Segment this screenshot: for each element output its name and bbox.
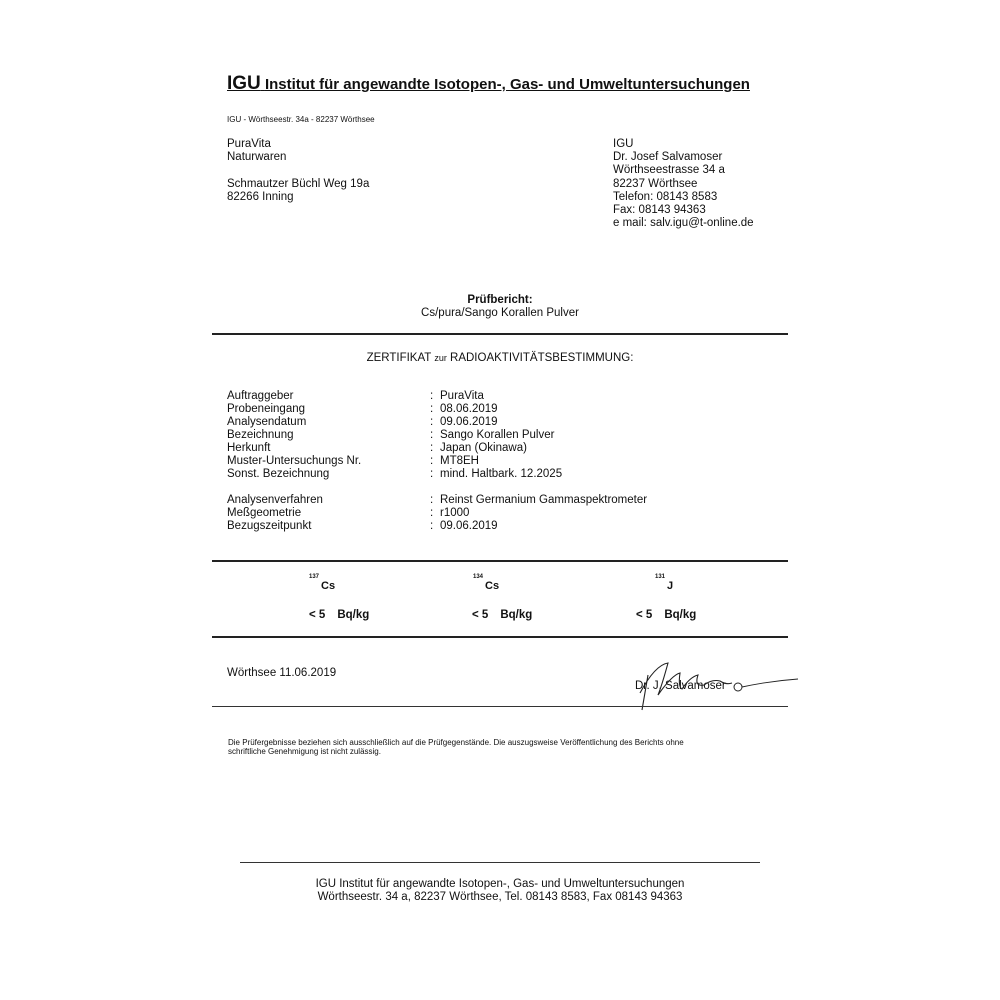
method-value: r1000 [440, 507, 470, 519]
recipient-line: PuraVita [227, 138, 271, 150]
detail-separator: : [430, 390, 434, 402]
nuclide-mass: 134 [473, 574, 484, 581]
result-j131 [636, 609, 696, 621]
sender-line: Telefon: 08143 8583 [613, 190, 718, 203]
sender-line: 82237 Wörthsee [613, 177, 698, 190]
detail-row [227, 468, 787, 481]
detail-row [227, 416, 787, 429]
nuclide-j131 [655, 574, 674, 592]
detail-key: Sonst. Bezeichnung [227, 468, 330, 480]
method-value: 09.06.2019 [440, 520, 498, 532]
nuclide-symbol: J [667, 580, 674, 592]
certificate-zur: zur [434, 353, 447, 363]
sender-address [613, 138, 754, 230]
nuclide-mass: 137 [309, 574, 320, 581]
divider [212, 560, 788, 562]
result-unit: Bq/kg [337, 609, 370, 621]
detail-value: MT8EH [440, 455, 479, 467]
method-key: Meßgeometrie [227, 507, 302, 519]
detail-key: Bezeichnung [227, 429, 294, 441]
detail-row [227, 390, 787, 403]
disclaimer-line: Die Prüfergebnisse beziehen sich ausschließlich auf die Prüfgegenstände. Die auszugsweise Veröffentlichung des Berichts ohne [228, 738, 684, 747]
divider [212, 333, 788, 335]
certificate-prefix: ZERTIFIKAT [366, 352, 432, 364]
nuclide-mass: 131 [655, 574, 666, 581]
method-row [227, 494, 787, 507]
method-key: Analysenverfahren [227, 494, 323, 506]
detail-value: 09.06.2019 [440, 416, 498, 428]
footer-line: IGU Institut für angewandte Isotopen-, Gas- und Umweltuntersuchungen [315, 878, 685, 890]
signer-name: Dr. J. Salvamoser [635, 680, 726, 692]
institute-name: Institut für angewandte Isotopen-, Gas- und Umweltuntersuchungen [264, 76, 750, 93]
divider [212, 636, 788, 638]
detail-separator: : [430, 403, 434, 415]
certificate-title [212, 352, 788, 364]
detail-value: Sango Korallen Pulver [440, 429, 555, 441]
recipient-line: Schmautzer Büchl Weg 19a [227, 177, 370, 190]
nuclide-cs134 [473, 574, 500, 592]
detail-row [227, 455, 787, 468]
recipient-line [227, 164, 369, 177]
sender-line: Fax: 08143 94363 [613, 204, 706, 217]
institute-title [227, 73, 750, 95]
nuclide-cs137 [309, 574, 336, 592]
footer-line: Wörthseestr. 34 a, 82237 Wörthsee, Tel. 08143 8583, Fax 08143 94363 [317, 891, 683, 903]
result-value: < 5 [309, 609, 326, 621]
result-value: < 5 [472, 609, 489, 621]
nuclide-symbol: Cs [321, 580, 336, 592]
detail-row [227, 403, 787, 416]
detail-row [227, 429, 787, 442]
detail-separator: : [430, 429, 434, 441]
sender-return-line: IGU - Wörthseestr. 34a - 82237 Wörthsee [227, 115, 375, 124]
report-heading: Prüfbericht: [467, 294, 533, 306]
recipient-address [227, 138, 369, 204]
detail-separator: : [430, 442, 434, 454]
method-key: Bezugszeitpunkt [227, 520, 312, 532]
detail-key: Analysendatum [227, 416, 307, 428]
sender-line: IGU [613, 138, 634, 150]
disclaimer-line: schriftliche Genehmigung ist nicht zulässig. [228, 747, 381, 756]
recipient-line: Naturwaren [227, 151, 287, 164]
detail-value: Japan (Okinawa) [440, 442, 527, 454]
detail-key: Herkunft [227, 442, 271, 454]
detail-key: Probeneingang [227, 403, 306, 415]
sender-line: Dr. Josef Salvamoser [613, 151, 723, 164]
method-separator: : [430, 520, 434, 532]
detail-key: Auftraggeber [227, 390, 294, 402]
method-row [227, 507, 787, 520]
detail-value: 08.06.2019 [440, 403, 498, 415]
method-separator: : [430, 507, 434, 519]
detail-row [227, 442, 787, 455]
place-date: Wörthsee 11.06.2019 [227, 667, 337, 679]
footer-divider [240, 862, 760, 863]
institute-acronym: IGU [227, 73, 261, 94]
report-subject: Cs/pura/Sango Korallen Pulver [421, 307, 579, 319]
nuclide-symbol: Cs [485, 580, 500, 592]
result-cs134 [472, 609, 532, 621]
method-separator: : [430, 494, 434, 506]
result-value: < 5 [636, 609, 653, 621]
detail-value: PuraVita [440, 390, 484, 402]
detail-separator: : [430, 455, 434, 467]
recipient-line: 82266 Inning [227, 190, 294, 203]
method-value: Reinst Germanium Gammaspektrometer [440, 494, 648, 506]
detail-key: Muster-Untersuchungs Nr. [227, 455, 362, 467]
detail-separator: : [430, 416, 434, 428]
divider [212, 706, 788, 707]
sender-line: Wörthseestrasse 34 a [613, 164, 725, 177]
sender-line: e mail: salv.igu@t-online.de [613, 217, 754, 230]
detail-value: mind. Haltbark. 12.2025 [440, 468, 563, 480]
method-row [227, 520, 787, 533]
result-cs137 [309, 609, 369, 621]
result-unit: Bq/kg [500, 609, 533, 621]
detail-separator: : [430, 468, 434, 480]
result-unit: Bq/kg [664, 609, 697, 621]
certificate-rest: RADIOAKTIVITÄTSBESTIMMUNG: [450, 352, 634, 364]
